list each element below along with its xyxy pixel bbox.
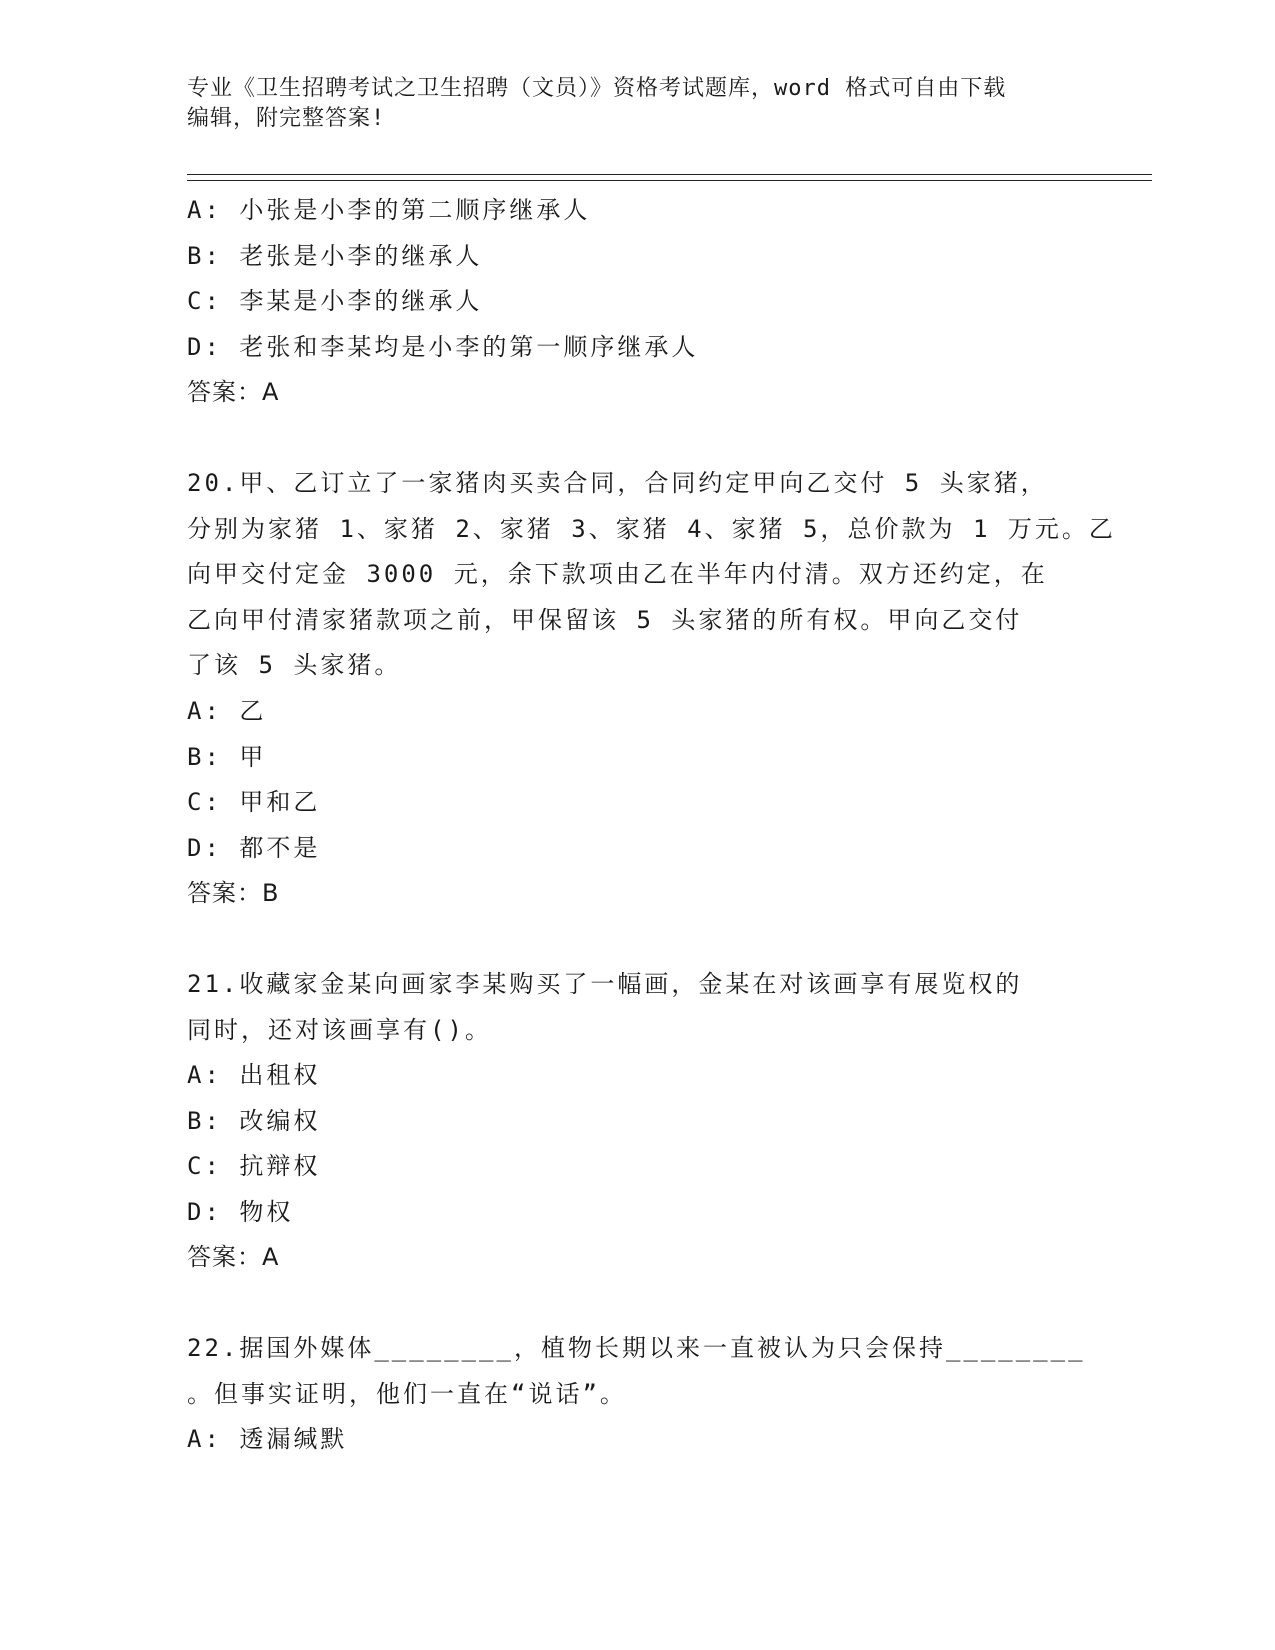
option-c: C: 抗辩权 xyxy=(187,1152,321,1181)
question-stem-line: 21.收藏家金某向画家李某购买了一幅画，金某在对该画享有展览权的 xyxy=(187,969,1023,998)
option-d: D: 都不是 xyxy=(187,833,321,862)
question-21 xyxy=(187,962,1087,1281)
option-b: B: 改编权 xyxy=(187,1106,321,1135)
question-stem-line: 乙向甲付清家猪款项之前，甲保留该 5 头家猪的所有权。甲向乙交付 xyxy=(187,605,1023,634)
question-stem-line: 20.甲、乙订立了一家猪肉买卖合同，合同约定甲向乙交付 5 头家猪， xyxy=(187,468,1048,497)
question-body xyxy=(187,188,1116,1463)
answer-line: 答案：A xyxy=(187,378,280,407)
option-d: D: 物权 xyxy=(187,1197,294,1226)
question-stem-line: 了该 5 头家猪。 xyxy=(187,651,402,680)
question-stem-line: 同时，还对该画享有()。 xyxy=(187,1015,492,1044)
option-d: D: 老张和李某均是小李的第一顺序继承人 xyxy=(187,332,699,361)
question-20 xyxy=(187,461,1116,917)
question-stem-line: 22.据国外媒体________，植物长期以来一直被认为只会保持________ xyxy=(187,1334,1086,1363)
option-c: C: 甲和乙 xyxy=(187,788,321,817)
document-header xyxy=(187,74,1087,134)
option-b: B: 甲 xyxy=(187,742,267,771)
question-stem-line: 向甲交付定金 3000 元，余下款项由乙在半年内付清。双方还约定，在 xyxy=(187,560,1048,589)
answer-line: 答案：B xyxy=(187,879,280,908)
option-a: A: 乙 xyxy=(187,696,267,725)
question-stem-line: 。但事实证明，他们一直在“说话”。 xyxy=(187,1379,627,1408)
option-c: C: 李某是小李的继承人 xyxy=(187,287,483,316)
option-a: A: 透漏缄默 xyxy=(187,1425,348,1454)
question-22 xyxy=(187,1326,1087,1463)
option-a: A: 小张是小李的第二顺序继承人 xyxy=(187,196,591,224)
option-a: A: 出租权 xyxy=(187,1061,321,1090)
header-divider-bottom xyxy=(187,180,1152,181)
question-19 xyxy=(187,188,1087,416)
answer-line: 答案：A xyxy=(187,1243,280,1272)
header-line-2: 编辑，附完整答案! xyxy=(187,106,386,131)
question-stem-line: 分别为家猪 1、家猪 2、家猪 3、家猪 4、家猪 5，总价款为 1 万元。乙 xyxy=(187,514,1116,543)
header-divider-top xyxy=(187,174,1152,175)
header-line-1: 专业《卫生招聘考试之卫生招聘（文员）》资格考试题库，word 格式可自由下载 xyxy=(187,76,1007,101)
option-b: B: 老张是小李的继承人 xyxy=(187,241,483,270)
